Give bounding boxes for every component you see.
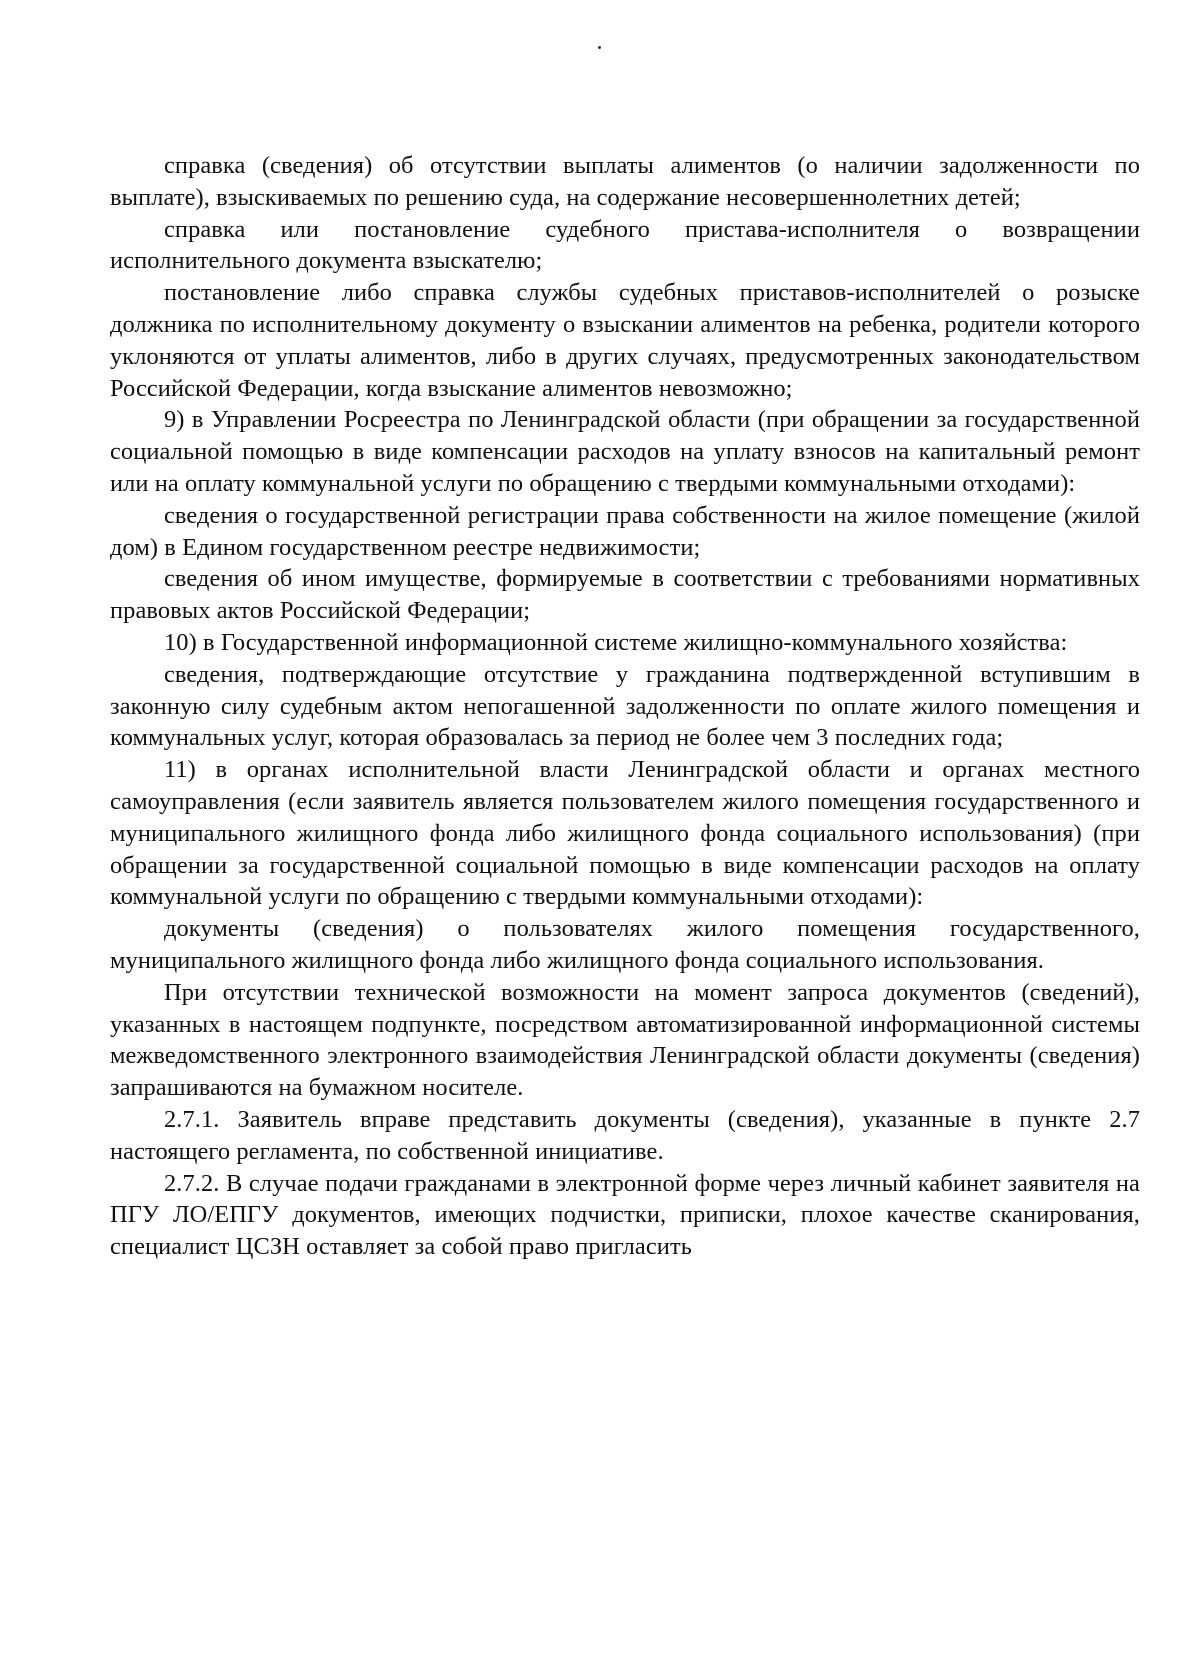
document-body	[110, 150, 1140, 1263]
paragraph-other-property: сведения об ином имуществе, формируемые в соответствии с требованиями нормативных правовых актов Российской Федерации;	[110, 565, 1140, 625]
paragraph-property-registration: сведения о государственной регистрации права собственности на жилое помещение (жилой дом) в Едином государственном реестре недвижимости;	[110, 501, 1140, 561]
paragraph-item-11-authorities: 11) в органах исполнительной власти Ленинградской области и органах местного самоуправления (если заявитель является пользователем жилого помещения государственного и муниципального жилищного фонда либо жилищного фонда социального использования) (при обращении за государственной социальной помощью в виде компенсации расходов на оплату коммунальной услуги по обращению с твердыми коммунальными отходами):	[110, 756, 1140, 911]
scan-artifact-dot	[598, 46, 601, 49]
paragraph-no-debt-info: сведения, подтверждающие отсутствие у гражданина подтвержденной вступившим в законную силу судебным актом непогашенной задолженности по оплате жилого помещения и коммунальных услуг, которая образовалась за период не более чем 3 последних года;	[110, 660, 1140, 752]
paragraph-item-9-rosreestr: 9) в Управлении Росреестра по Ленинградской области (при обращении за государственной социальной помощью в виде компенсации расходов на уплату взносов на капитальный ремонт или на оплату коммунальной услуги по обращению с твердыми коммунальными отходами):	[110, 406, 1140, 497]
paragraph-bailiff-resolution: справка или постановление судебного пристава-исполнителя о возвращении исполнительного документа взыскателю;	[110, 215, 1140, 275]
paragraph-alimony-certificate: справка (сведения) об отсутствии выплаты алиментов (о наличии задолженности по выплате), взыскиваемых по решению суда, на содержание несовершеннолетних детей;	[110, 152, 1140, 211]
paragraph-housing-users: документы (сведения) о пользователях жилого помещения государственного, муниципального жилищного фонда либо жилищного фонда социального использования.	[110, 915, 1140, 974]
paragraph-debtor-search: постановление либо справка службы судебных приставов-исполнителей о розыске должника по исполнительному документу о взыскании алиментов на ребенка, родители которого уклоняются от уплаты алиментов, либо в других случаях, предусмотренных законодательством Российской Федерации, когда взыскание алиментов невозможно;	[110, 279, 1140, 402]
paragraph-item-10-gis-zhkh: 10) в Государственной информационной системе жилищно-коммунального хозяйства:	[164, 628, 1068, 656]
paragraph-2-7-2: 2.7.2. В случае подачи гражданами в электронной форме через личный кабинет заявителя на ПГУ ЛО/ЕПГУ документов, имеющих подчистки, приписки, плохое качестве сканирования, специалист ЦСЗН оставляет за собой право пригласить	[110, 1169, 1140, 1261]
paragraph-paper-request: При отсутствии технической возможности на момент запроса документов (сведений), указанных в настоящем подпункте, посредством автоматизированной информационной системы межведомственного электронного взаимодействия Ленинградской области документы (сведения) запрашиваются на бумажном носителе.	[110, 978, 1140, 1102]
paragraph-2-7-1: 2.7.1. Заявитель вправе представить документы (сведения), указанные в пункте 2.7 настоящего регламента, по собственной инициативе.	[110, 1105, 1140, 1165]
